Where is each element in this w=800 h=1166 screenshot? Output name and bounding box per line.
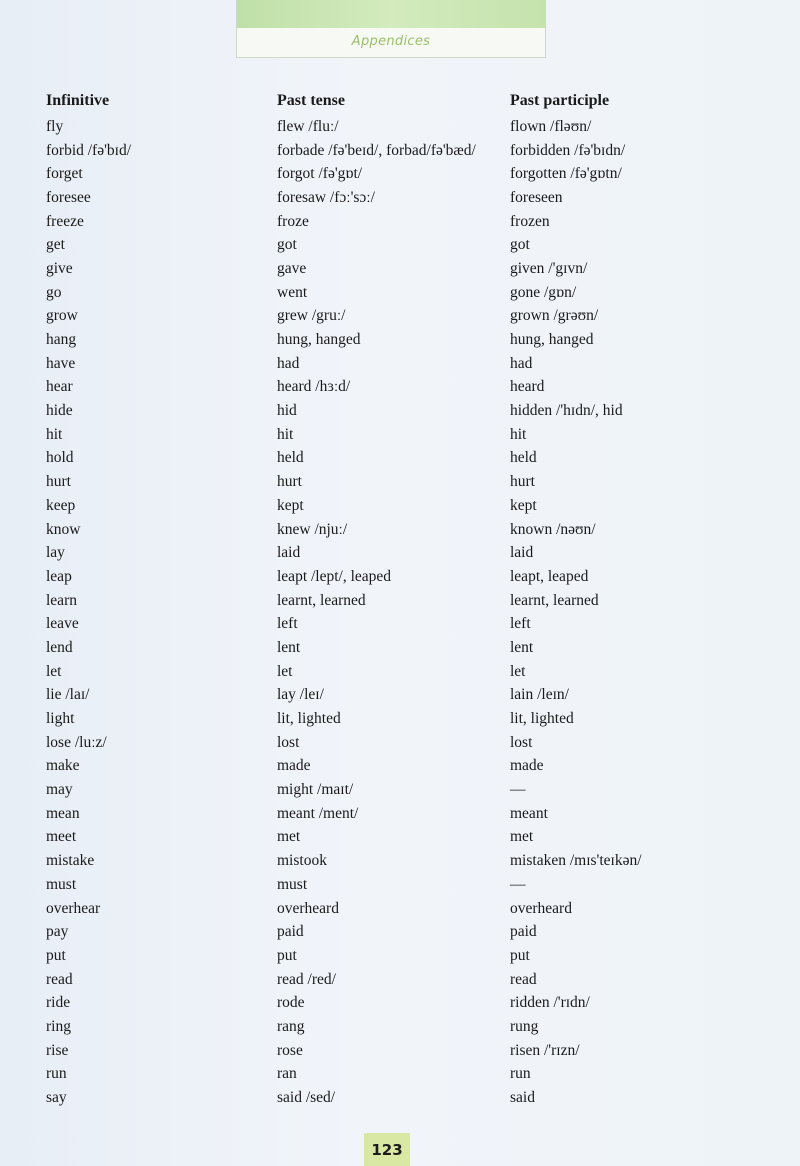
- table-row: [46, 186, 710, 210]
- table-row: [46, 849, 710, 873]
- past-tense-cell: learnt, learned: [277, 591, 366, 609]
- infinitive-cell: must: [46, 875, 77, 893]
- past-tense-cell: gave: [277, 259, 307, 277]
- table-row: [46, 1015, 710, 1039]
- infinitive-cell: lie /laɪ/: [46, 686, 90, 704]
- past-participle-cell: rung: [510, 1017, 539, 1035]
- table-row: [46, 944, 710, 968]
- infinitive-cell: ring: [46, 1017, 71, 1035]
- past-tense-cell: rang: [277, 1017, 305, 1035]
- infinitive-cell: let: [46, 662, 62, 680]
- column-header-past-participle: Past participle: [510, 92, 610, 109]
- infinitive-cell: keep: [46, 496, 76, 514]
- past-tense-cell: met: [277, 828, 301, 846]
- table-row: [46, 494, 710, 518]
- past-participle-cell: given /'gɪvn/: [510, 259, 588, 277]
- past-tense-cell: paid: [277, 923, 304, 941]
- past-tense-cell: forgot /fə'gɒt/: [277, 165, 363, 183]
- past-participle-cell: hit: [510, 425, 527, 443]
- infinitive-cell: know: [46, 520, 81, 538]
- table-row: [46, 968, 710, 992]
- past-tense-cell: hurt: [277, 473, 302, 491]
- past-participle-cell: held: [510, 449, 537, 467]
- past-participle-cell: lit, lighted: [510, 710, 574, 728]
- table-row: [46, 920, 710, 944]
- past-participle-cell: —: [510, 781, 526, 799]
- section-label: Appendices: [351, 34, 431, 49]
- past-tense-cell: forbade /fə'beɪd/, forbad/fə'bæd/: [277, 141, 476, 159]
- past-participle-cell: ridden /'rɪdn/: [510, 994, 590, 1012]
- past-participle-cell: frozen: [510, 212, 550, 230]
- past-participle-cell: lent: [510, 638, 534, 656]
- table-row: [46, 1039, 710, 1063]
- table-row: [46, 826, 710, 850]
- past-participle-cell: paid: [510, 923, 537, 941]
- past-participle-cell: hung, hanged: [510, 331, 594, 349]
- infinitive-cell: get: [46, 236, 65, 254]
- past-participle-cell: said: [510, 1089, 535, 1107]
- infinitive-cell: hold: [46, 449, 74, 467]
- infinitive-cell: learn: [46, 591, 77, 609]
- header-decorative-band: [237, 0, 545, 28]
- past-tense-cell: froze: [277, 212, 309, 230]
- table-row: [46, 897, 710, 921]
- past-participle-cell: made: [510, 757, 544, 775]
- table-row: [46, 541, 710, 565]
- table-row: [46, 660, 710, 684]
- past-tense-cell: grew /gruː/: [277, 307, 346, 325]
- infinitive-cell: go: [46, 283, 62, 301]
- past-participle-cell: gone /gɒn/: [510, 283, 577, 301]
- past-tense-cell: held: [277, 449, 304, 467]
- past-tense-cell: made: [277, 757, 311, 775]
- past-tense-cell: kept: [277, 496, 304, 514]
- infinitive-cell: may: [46, 781, 73, 799]
- infinitive-cell: hear: [46, 378, 73, 396]
- past-participle-cell: risen /'rɪzn/: [510, 1041, 580, 1059]
- past-participle-cell: laid: [510, 544, 534, 562]
- past-tense-cell: meant /ment/: [277, 804, 359, 822]
- past-participle-cell: flown /fləʊn/: [510, 117, 592, 135]
- table-row: [46, 589, 710, 613]
- past-participle-cell: had: [510, 354, 533, 372]
- past-tense-cell: foresaw /fɔː'sɔː/: [277, 188, 375, 206]
- past-tense-cell: left: [277, 615, 298, 633]
- past-participle-cell: met: [510, 828, 534, 846]
- past-participle-cell: run: [510, 1065, 531, 1083]
- past-tense-cell: lay /leɪ/: [277, 686, 324, 704]
- infinitive-cell: hang: [46, 331, 77, 349]
- table-row: [46, 162, 710, 186]
- past-tense-cell: ran: [277, 1065, 297, 1083]
- past-participle-cell: mistaken /mɪs'teɪkən/: [510, 852, 642, 870]
- past-participle-cell: forbidden /fə'bɪdn/: [510, 141, 626, 159]
- past-tense-cell: mistook: [277, 852, 327, 870]
- infinitive-cell: light: [46, 710, 75, 728]
- table-row: [46, 352, 710, 376]
- infinitive-cell: freeze: [46, 212, 84, 230]
- past-tense-cell: laid: [277, 544, 301, 562]
- past-participle-cell: kept: [510, 496, 537, 514]
- table-row: [46, 991, 710, 1015]
- past-tense-cell: hung, hanged: [277, 331, 361, 349]
- table-row: [46, 707, 710, 731]
- table-row: [46, 257, 710, 281]
- table-row: [46, 1063, 710, 1087]
- infinitive-cell: read: [46, 970, 73, 988]
- past-tense-cell: lit, lighted: [277, 710, 341, 728]
- past-tense-cell: let: [277, 662, 293, 680]
- column-header-past-tense: Past tense: [277, 92, 345, 109]
- past-participle-cell: known /nəʊn/: [510, 520, 596, 538]
- past-participle-cell: overheard: [510, 899, 572, 917]
- table-row: [46, 565, 710, 589]
- past-participle-cell: read: [510, 970, 537, 988]
- past-tense-cell: lost: [277, 733, 300, 751]
- infinitive-cell: hurt: [46, 473, 71, 491]
- past-tense-cell: went: [277, 283, 308, 301]
- past-participle-cell: heard: [510, 378, 545, 396]
- table-row: [46, 423, 710, 447]
- past-participle-cell: let: [510, 662, 526, 680]
- table-row: [46, 139, 710, 163]
- table-row: [46, 447, 710, 471]
- table-row: [46, 518, 710, 542]
- section-header-tab: [236, 0, 546, 58]
- past-participle-cell: got: [510, 236, 530, 254]
- past-participle-cell: leapt, leaped: [510, 567, 589, 585]
- infinitive-cell: have: [46, 354, 76, 372]
- table-row: [46, 376, 710, 400]
- past-participle-cell: left: [510, 615, 531, 633]
- infinitive-cell: leap: [46, 567, 72, 585]
- past-tense-cell: heard /hɜːd/: [277, 378, 351, 396]
- past-participle-cell: put: [510, 946, 530, 964]
- column-header-infinitive: Infinitive: [46, 92, 110, 109]
- past-participle-cell: forgotten /fə'gɒtn/: [510, 165, 622, 183]
- table-row: [46, 612, 710, 636]
- infinitive-cell: hide: [46, 402, 73, 420]
- infinitive-cell: forget: [46, 165, 83, 183]
- infinitive-cell: hit: [46, 425, 63, 443]
- infinitive-cell: foresee: [46, 188, 91, 206]
- past-participle-cell: hurt: [510, 473, 535, 491]
- table-row: [46, 755, 710, 779]
- table-row: [46, 328, 710, 352]
- past-tense-cell: overheard: [277, 899, 339, 917]
- table-row: [46, 305, 710, 329]
- past-tense-cell: had: [277, 354, 300, 372]
- infinitive-cell: lay: [46, 544, 65, 562]
- table-row: [46, 778, 710, 802]
- infinitive-cell: pay: [46, 923, 69, 941]
- infinitive-cell: overhear: [46, 899, 101, 917]
- past-participle-cell: lost: [510, 733, 533, 751]
- infinitive-cell: lend: [46, 638, 73, 656]
- past-tense-cell: read /red/: [277, 970, 336, 988]
- irregular-verbs-table: [46, 87, 710, 1110]
- infinitive-cell: leave: [46, 615, 79, 633]
- table-header-row: [46, 87, 710, 115]
- infinitive-cell: grow: [46, 307, 78, 325]
- infinitive-cell: meet: [46, 828, 77, 846]
- past-participle-cell: learnt, learned: [510, 591, 599, 609]
- table-row: [46, 210, 710, 234]
- infinitive-cell: mean: [46, 804, 80, 822]
- table-row: [46, 399, 710, 423]
- table-row: [46, 873, 710, 897]
- infinitive-cell: make: [46, 757, 80, 775]
- past-tense-cell: knew /njuː/: [277, 520, 348, 538]
- table-row: [46, 1086, 710, 1110]
- infinitive-cell: ride: [46, 994, 71, 1012]
- past-participle-cell: —: [510, 875, 526, 893]
- infinitive-cell: forbid /fə'bɪd/: [46, 141, 132, 159]
- table-body: [46, 115, 710, 1110]
- past-tense-cell: hid: [277, 402, 297, 420]
- past-participle-cell: grown /grəʊn/: [510, 307, 599, 325]
- past-tense-cell: must: [277, 875, 308, 893]
- past-tense-cell: lent: [277, 638, 301, 656]
- past-tense-cell: hit: [277, 425, 294, 443]
- past-tense-cell: rode: [277, 994, 305, 1012]
- past-tense-cell: flew /fluː/: [277, 117, 339, 135]
- past-tense-cell: put: [277, 946, 297, 964]
- infinitive-cell: give: [46, 259, 73, 277]
- infinitive-cell: run: [46, 1065, 67, 1083]
- past-participle-cell: meant: [510, 804, 548, 822]
- table-row: [46, 281, 710, 305]
- past-participle-cell: foreseen: [510, 188, 563, 206]
- past-tense-cell: rose: [277, 1041, 303, 1059]
- past-tense-cell: leapt /lept/, leaped: [277, 567, 392, 585]
- table-row: [46, 636, 710, 660]
- past-participle-cell: hidden /'hɪdn/, hid: [510, 402, 623, 420]
- past-tense-cell: said /sed/: [277, 1089, 336, 1107]
- infinitive-cell: say: [46, 1089, 67, 1107]
- table-row: [46, 684, 710, 708]
- page-number: 123: [364, 1133, 410, 1166]
- infinitive-cell: rise: [46, 1041, 69, 1059]
- infinitive-cell: fly: [46, 117, 64, 135]
- table-row: [46, 115, 710, 139]
- table-row: [46, 802, 710, 826]
- past-tense-cell: got: [277, 236, 297, 254]
- infinitive-cell: mistake: [46, 852, 95, 870]
- past-participle-cell: lain /leɪn/: [510, 686, 569, 704]
- past-tense-cell: might /maɪt/: [277, 781, 354, 799]
- infinitive-cell: lose /luːz/: [46, 733, 107, 751]
- table-row: [46, 731, 710, 755]
- table-row: [46, 470, 710, 494]
- table-row: [46, 233, 710, 257]
- infinitive-cell: put: [46, 946, 66, 964]
